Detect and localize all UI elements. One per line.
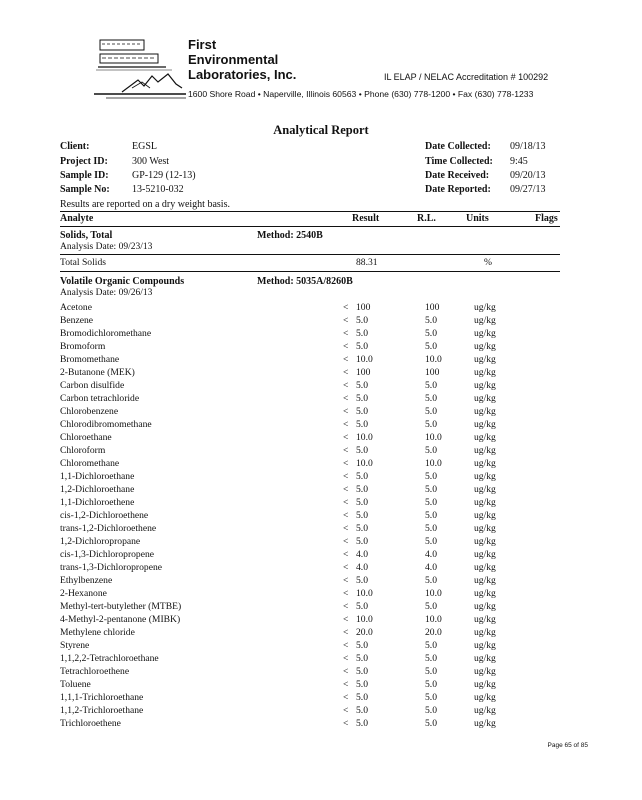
row-units: ug/kg — [474, 419, 496, 430]
row-analyte: Benzene — [60, 315, 94, 326]
row-less-than: < — [343, 614, 349, 625]
section-date-solids: Analysis Date: 09/23/13 — [60, 242, 153, 252]
row-units: ug/kg — [474, 484, 496, 495]
row-units: ug/kg — [474, 523, 496, 534]
row-analyte: Total Solids — [60, 257, 106, 268]
row-units: ug/kg — [474, 471, 496, 482]
row-result: 10.0 — [356, 458, 373, 469]
row-result: 10.0 — [356, 354, 373, 365]
table-row — [60, 366, 560, 379]
row-rl: 5.0 — [425, 523, 437, 534]
sample-id-value: GP-129 (12-13) — [132, 170, 196, 181]
row-result: 5.0 — [356, 393, 368, 404]
project-id-value: 300 West — [132, 156, 170, 167]
date-received-value: 09/20/13 — [510, 170, 546, 181]
time-collected-value: 9:45 — [510, 156, 528, 167]
row-less-than: < — [343, 419, 349, 430]
row-units: % — [484, 257, 492, 268]
row-analyte: Chloroform — [60, 445, 106, 456]
date-received-label: Date Received: — [425, 170, 490, 181]
row-rl: 5.0 — [425, 419, 437, 430]
row-result: 5.0 — [356, 380, 368, 391]
row-result: 100 — [356, 302, 371, 313]
company-address: 1600 Shore Road • Naperville, Illinois 60563 • Phone (630) 778-1200 • Fax (630) 778-1233 — [188, 89, 534, 99]
row-result: 5.0 — [356, 341, 368, 352]
row-less-than: < — [343, 718, 349, 729]
row-units: ug/kg — [474, 536, 496, 547]
row-units: ug/kg — [474, 393, 496, 404]
row-units: ug/kg — [474, 406, 496, 417]
basis-note: Results are reported on a dry weight basis. — [60, 199, 230, 210]
row-units: ug/kg — [474, 614, 496, 625]
row-units: ug/kg — [474, 341, 496, 352]
row-units: ug/kg — [474, 640, 496, 651]
row-rl: 4.0 — [425, 549, 437, 560]
row-analyte: Styrene — [60, 640, 90, 651]
row-less-than: < — [343, 640, 349, 651]
row-rl: 10.0 — [425, 432, 442, 443]
row-rl: 5.0 — [425, 341, 437, 352]
row-rl: 5.0 — [425, 510, 437, 521]
row-units: ug/kg — [474, 458, 496, 469]
row-result: 5.0 — [356, 523, 368, 534]
row-result: 10.0 — [356, 432, 373, 443]
section-title-solids: Solids, Total — [60, 230, 113, 241]
row-less-than: < — [343, 432, 349, 443]
row-result: 10.0 — [356, 614, 373, 625]
row-units: ug/kg — [474, 549, 496, 560]
row-analyte: Chloromethane — [60, 458, 120, 469]
row-less-than: < — [343, 588, 349, 599]
row-rl: 5.0 — [425, 484, 437, 495]
header-rl: R.L. — [417, 213, 436, 224]
row-result: 5.0 — [356, 497, 368, 508]
row-rl: 5.0 — [425, 718, 437, 729]
row-result: 5.0 — [356, 640, 368, 651]
row-analyte: Methylene chloride — [60, 627, 135, 638]
row-rl: 10.0 — [425, 614, 442, 625]
row-units: ug/kg — [474, 367, 496, 378]
row-analyte: Carbon tetrachloride — [60, 393, 140, 404]
row-less-than: < — [343, 510, 349, 521]
row-less-than: < — [343, 445, 349, 456]
row-units: ug/kg — [474, 328, 496, 339]
row-less-than: < — [343, 627, 349, 638]
row-units: ug/kg — [474, 679, 496, 690]
row-less-than: < — [343, 497, 349, 508]
row-rl: 5.0 — [425, 536, 437, 547]
row-rl: 10.0 — [425, 458, 442, 469]
row-analyte: Bromomethane — [60, 354, 120, 365]
row-analyte: 4-Methyl-2-pentanone (MIBK) — [60, 614, 181, 625]
row-analyte: Methyl-tert-butylether (MTBE) — [60, 601, 182, 612]
row-less-than: < — [343, 380, 349, 391]
row-rl: 5.0 — [425, 640, 437, 651]
table-row — [60, 392, 560, 405]
row-less-than: < — [343, 653, 349, 664]
table-row — [60, 418, 560, 431]
row-units: ug/kg — [474, 497, 496, 508]
sample-id-label: Sample ID: — [60, 170, 109, 181]
date-collected-value: 09/18/13 — [510, 141, 546, 152]
row-analyte: trans-1,2-Dichloroethene — [60, 523, 157, 534]
row-analyte: 1,1,2,2-Tetrachloroethane — [60, 653, 159, 664]
report-title: Analytical Report — [273, 123, 369, 137]
row-less-than: < — [343, 536, 349, 547]
table-row — [60, 353, 560, 366]
table-row — [60, 717, 560, 730]
row-units: ug/kg — [474, 575, 496, 586]
row-units: ug/kg — [474, 653, 496, 664]
row-rl: 10.0 — [425, 354, 442, 365]
row-analyte: Chlorobenzene — [60, 406, 119, 417]
table-row — [60, 256, 560, 269]
table-row — [60, 600, 560, 613]
row-rl: 5.0 — [425, 328, 437, 339]
row-units: ug/kg — [474, 692, 496, 703]
section-end-rule-solids — [60, 271, 560, 272]
table-row — [60, 496, 560, 509]
header-analyte: Analyte — [60, 213, 94, 224]
row-analyte: Bromoform — [60, 341, 106, 352]
row-analyte: 1,1,2-Trichloroethane — [60, 705, 144, 716]
row-result: 5.0 — [356, 406, 368, 417]
row-units: ug/kg — [474, 562, 496, 573]
row-rl: 5.0 — [425, 692, 437, 703]
row-analyte: 2-Hexanone — [60, 588, 107, 599]
table-row — [60, 483, 560, 496]
project-id-label: Project ID: — [60, 156, 108, 167]
time-collected-label: Time Collected: — [425, 156, 493, 167]
row-analyte: 1,2-Dichloropropane — [60, 536, 141, 547]
row-result: 88.31 — [356, 257, 378, 268]
row-units: ug/kg — [474, 354, 496, 365]
row-rl: 5.0 — [425, 445, 437, 456]
row-analyte: 1,1-Dichloroethane — [60, 471, 135, 482]
table-row — [60, 444, 560, 457]
row-rl: 100 — [425, 367, 440, 378]
section-date-voc: Analysis Date: 09/26/13 — [60, 288, 153, 298]
header-result: Result — [352, 213, 380, 224]
row-result: 5.0 — [356, 705, 368, 716]
row-result: 5.0 — [356, 484, 368, 495]
row-less-than: < — [343, 406, 349, 417]
row-result: 5.0 — [356, 510, 368, 521]
row-rl: 5.0 — [425, 705, 437, 716]
table-row — [60, 678, 560, 691]
section-method-solids: Method: 2540B — [257, 230, 323, 241]
row-less-than: < — [343, 549, 349, 560]
row-units: ug/kg — [474, 666, 496, 677]
sample-no-label: Sample No: — [60, 184, 110, 195]
section-rule-solids — [60, 254, 560, 255]
row-less-than: < — [343, 367, 349, 378]
row-rl: 20.0 — [425, 627, 442, 638]
row-less-than: < — [343, 666, 349, 677]
row-analyte: Acetone — [60, 302, 92, 313]
table-row — [60, 652, 560, 665]
row-rl: 5.0 — [425, 497, 437, 508]
row-rl: 5.0 — [425, 653, 437, 664]
table-row — [60, 379, 560, 392]
table-row — [60, 574, 560, 587]
row-analyte: Trichloroethene — [60, 718, 121, 729]
row-result: 5.0 — [356, 575, 368, 586]
row-result: 5.0 — [356, 718, 368, 729]
row-result: 5.0 — [356, 471, 368, 482]
accreditation: IL ELAP / NELAC Accreditation # 100292 — [384, 72, 549, 82]
client-label: Client: — [60, 141, 90, 152]
client-value: EGSL — [132, 141, 157, 152]
row-units: ug/kg — [474, 510, 496, 521]
row-analyte: Chloroethane — [60, 432, 112, 443]
row-analyte: 1,1-Dichloroethene — [60, 497, 135, 508]
row-result: 5.0 — [356, 601, 368, 612]
row-analyte: 2-Butanone (MEK) — [60, 367, 135, 378]
row-units: ug/kg — [474, 718, 496, 729]
row-rl: 5.0 — [425, 380, 437, 391]
row-rl: 5.0 — [425, 601, 437, 612]
row-units: ug/kg — [474, 302, 496, 313]
row-less-than: < — [343, 328, 349, 339]
row-result: 20.0 — [356, 627, 373, 638]
table-row — [60, 535, 560, 548]
row-less-than: < — [343, 458, 349, 469]
row-result: 5.0 — [356, 679, 368, 690]
row-result: 5.0 — [356, 419, 368, 430]
date-collected-label: Date Collected: — [425, 141, 491, 152]
row-less-than: < — [343, 393, 349, 404]
row-result: 100 — [356, 367, 371, 378]
row-less-than: < — [343, 315, 349, 326]
sample-no-value: 13-5210-032 — [132, 184, 184, 195]
row-rl: 5.0 — [425, 406, 437, 417]
row-analyte: 1,2-Dichloroethane — [60, 484, 135, 495]
row-less-than: < — [343, 302, 349, 313]
row-rl: 5.0 — [425, 315, 437, 326]
row-result: 4.0 — [356, 549, 368, 560]
row-rl: 10.0 — [425, 588, 442, 599]
row-rl: 5.0 — [425, 393, 437, 404]
row-units: ug/kg — [474, 627, 496, 638]
date-reported-value: 09/27/13 — [510, 184, 546, 195]
row-rl: 4.0 — [425, 562, 437, 573]
table-row — [60, 431, 560, 444]
row-analyte: 1,1,1-Trichloroethane — [60, 692, 144, 703]
company-name-line-3: Laboratories, Inc. — [188, 67, 297, 82]
table-row — [60, 639, 560, 652]
row-less-than: < — [343, 575, 349, 586]
row-result: 10.0 — [356, 588, 373, 599]
row-analyte: trans-1,3-Dichloropropene — [60, 562, 163, 573]
table-row — [60, 665, 560, 678]
header-flags: Flags — [535, 213, 558, 224]
date-reported-label: Date Reported: — [425, 184, 491, 195]
table-row — [60, 301, 560, 314]
table-row — [60, 522, 560, 535]
row-rl: 5.0 — [425, 666, 437, 677]
row-less-than: < — [343, 354, 349, 365]
row-result: 5.0 — [356, 445, 368, 456]
table-row — [60, 509, 560, 522]
row-units: ug/kg — [474, 315, 496, 326]
row-units: ug/kg — [474, 601, 496, 612]
section-title-voc: Volatile Organic Compounds — [60, 276, 185, 287]
row-units: ug/kg — [474, 380, 496, 391]
row-result: 5.0 — [356, 328, 368, 339]
row-units: ug/kg — [474, 445, 496, 456]
row-rl: 100 — [425, 302, 440, 313]
table-row — [60, 548, 560, 561]
table-row — [60, 327, 560, 340]
row-rl: 5.0 — [425, 679, 437, 690]
table-row — [60, 405, 560, 418]
row-less-than: < — [343, 484, 349, 495]
row-analyte: Tetrachloroethene — [60, 666, 130, 677]
row-result: 5.0 — [356, 536, 368, 547]
row-units: ug/kg — [474, 432, 496, 443]
table-row — [60, 561, 560, 574]
company-logo — [92, 36, 188, 106]
table-row — [60, 704, 560, 717]
row-less-than: < — [343, 341, 349, 352]
row-units: ug/kg — [474, 705, 496, 716]
row-less-than: < — [343, 679, 349, 690]
row-less-than: < — [343, 562, 349, 573]
header-units: Units — [466, 213, 489, 224]
row-less-than: < — [343, 523, 349, 534]
table-row — [60, 613, 560, 626]
table-row — [60, 626, 560, 639]
table-top-rule — [60, 211, 560, 212]
table-row — [60, 691, 560, 704]
row-less-than: < — [343, 471, 349, 482]
company-name-line-1: First — [188, 37, 217, 52]
table-row — [60, 340, 560, 353]
row-less-than: < — [343, 601, 349, 612]
table-row — [60, 587, 560, 600]
company-name-line-2: Environmental — [188, 52, 279, 67]
row-units: ug/kg — [474, 588, 496, 599]
row-result: 5.0 — [356, 666, 368, 677]
row-analyte: Bromodichloromethane — [60, 328, 152, 339]
row-result: 5.0 — [356, 315, 368, 326]
row-result: 5.0 — [356, 692, 368, 703]
row-analyte: Toluene — [60, 679, 91, 690]
row-analyte: Chlorodibromomethane — [60, 419, 152, 430]
row-analyte: cis-1,2-Dichloroethene — [60, 510, 149, 521]
row-result: 4.0 — [356, 562, 368, 573]
row-analyte: Carbon disulfide — [60, 380, 125, 391]
row-analyte: cis-1,3-Dichloropropene — [60, 549, 155, 560]
row-less-than: < — [343, 705, 349, 716]
section-method-voc: Method: 5035A/8260B — [257, 276, 353, 287]
table-row — [60, 470, 560, 483]
row-rl: 5.0 — [425, 575, 437, 586]
table-row — [60, 314, 560, 327]
page-number: Page 65 of 85 — [547, 742, 588, 749]
table-row — [60, 457, 560, 470]
row-analyte: Ethylbenzene — [60, 575, 113, 586]
row-less-than: < — [343, 692, 349, 703]
row-rl: 5.0 — [425, 471, 437, 482]
table-header-rule — [60, 226, 560, 227]
row-result: 5.0 — [356, 653, 368, 664]
